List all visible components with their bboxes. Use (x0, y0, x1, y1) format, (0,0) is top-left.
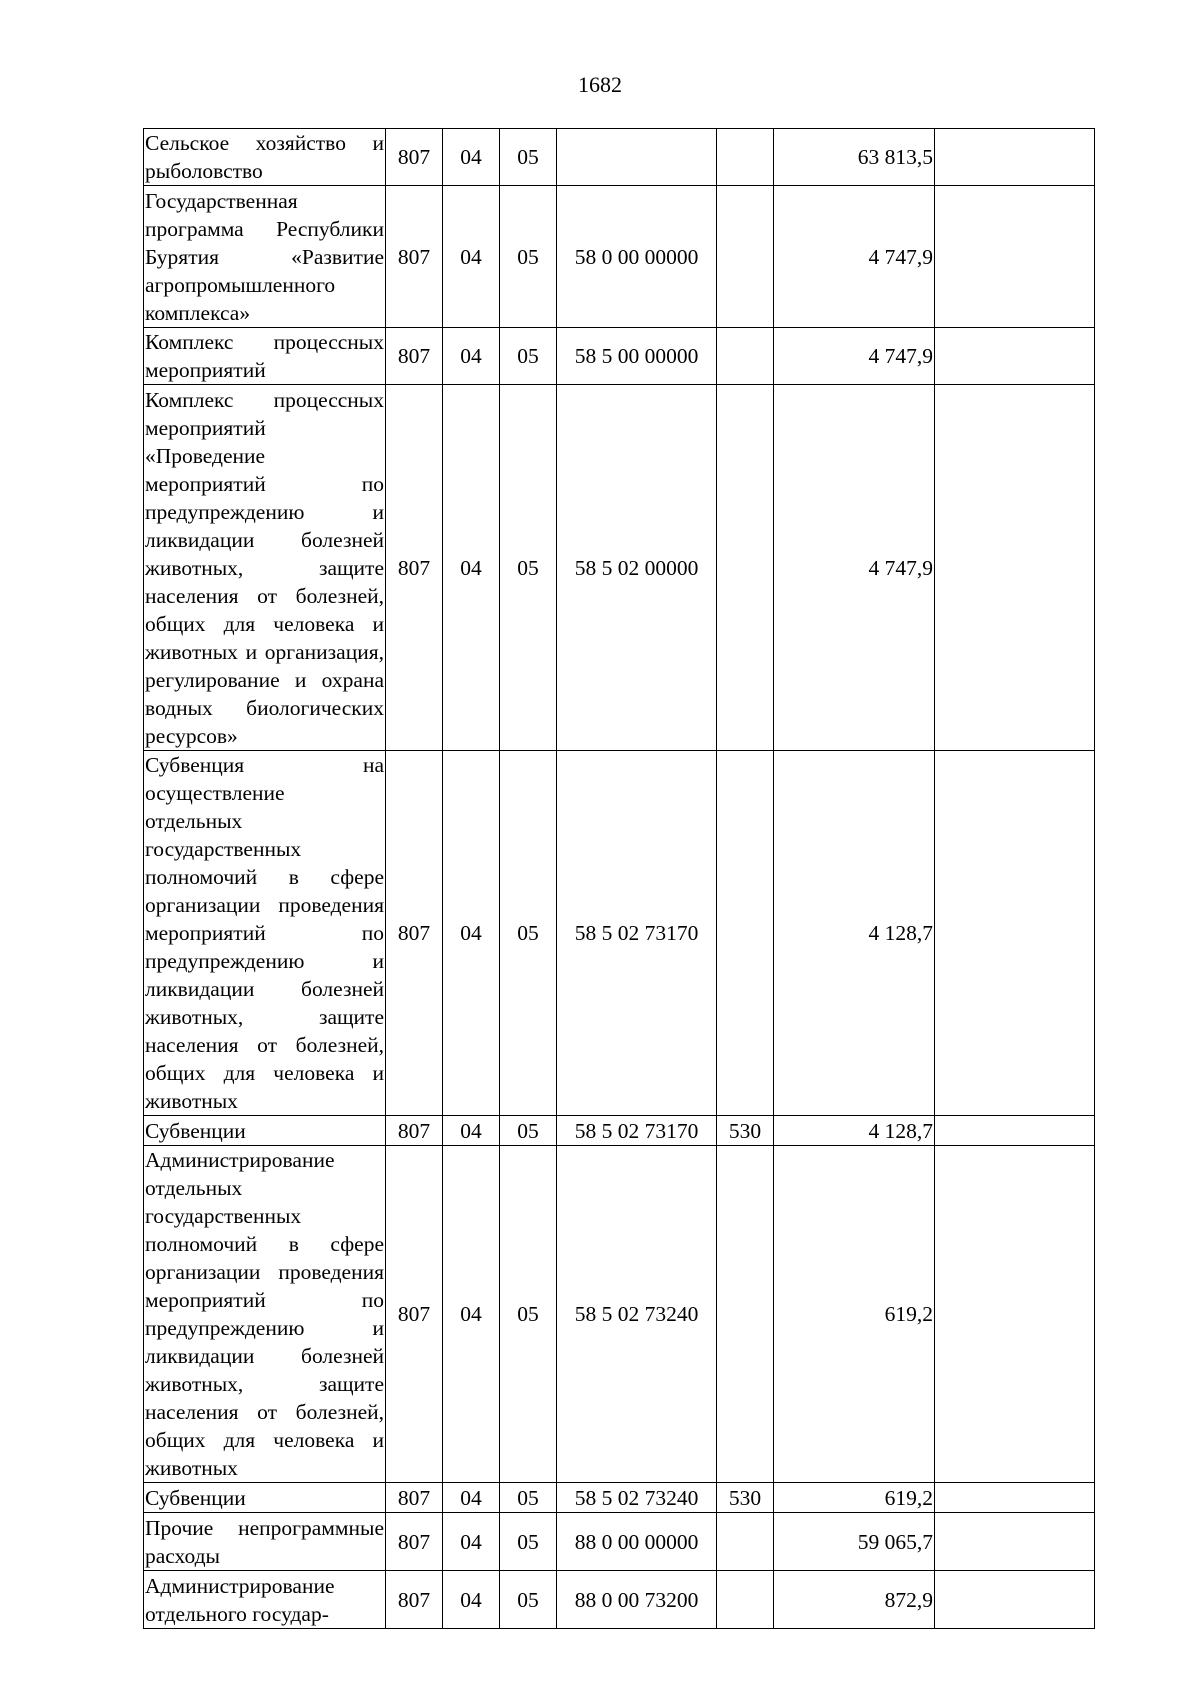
table-row (144, 1513, 1095, 1571)
empty-cell (935, 328, 1095, 385)
ministry-code: 807 (386, 186, 443, 328)
row-name: Субвенции (144, 1116, 386, 1146)
subsection-code: 05 (500, 1513, 557, 1571)
subsection-code: 05 (500, 328, 557, 385)
row-name: Прочие непрограммные расходы (144, 1513, 386, 1571)
section-code: 04 (443, 751, 500, 1116)
target-article-code: 88 0 00 00000 (557, 1513, 717, 1571)
table-row (144, 385, 1095, 751)
empty-cell (935, 129, 1095, 186)
ministry-code: 807 (386, 1483, 443, 1513)
expense-type-code (717, 385, 774, 751)
target-article-code: 58 0 00 00000 (557, 186, 717, 328)
expense-type-code (717, 751, 774, 1116)
empty-cell (935, 186, 1095, 328)
empty-cell (935, 1146, 1095, 1483)
ministry-code: 807 (386, 129, 443, 186)
ministry-code: 807 (386, 1116, 443, 1146)
section-code: 04 (443, 1116, 500, 1146)
table-row (144, 328, 1095, 385)
subsection-code: 05 (500, 1146, 557, 1483)
subsection-code: 05 (500, 1483, 557, 1513)
ministry-code: 807 (386, 1571, 443, 1629)
table-row (144, 129, 1095, 186)
row-name: Администрирование отдельного государ- (144, 1571, 386, 1629)
target-article-code: 58 5 02 73240 (557, 1483, 717, 1513)
expense-type-code: 530 (717, 1483, 774, 1513)
empty-cell (935, 1571, 1095, 1629)
row-name: Субвенция на осуществление отдельных государственных полномочий в сфере организации проведения мероприятий по предупреждению и ликвидации болезней животных, защите населения от болезней, общих для человека и животных (144, 751, 386, 1116)
ministry-code: 807 (386, 751, 443, 1116)
expense-type-code (717, 186, 774, 328)
expense-type-code (717, 129, 774, 186)
row-name: Субвенции (144, 1483, 386, 1513)
target-article-code: 58 5 00 00000 (557, 328, 717, 385)
expense-type-code (717, 1513, 774, 1571)
table-row (144, 751, 1095, 1116)
budget-table (143, 128, 1095, 1629)
amount: 63 813,5 (774, 129, 935, 186)
expense-type-code (717, 1571, 774, 1629)
amount: 4 128,7 (774, 1116, 935, 1146)
table-row (144, 186, 1095, 328)
amount: 4 747,9 (774, 385, 935, 751)
empty-cell (935, 751, 1095, 1116)
ministry-code: 807 (386, 1513, 443, 1571)
ministry-code: 807 (386, 1146, 443, 1483)
amount: 4 747,9 (774, 328, 935, 385)
row-name: Государственная программа Республики Бурятия «Развитие агропромышленного комплекса» (144, 186, 386, 328)
expense-type-code (717, 328, 774, 385)
table-row (144, 1483, 1095, 1513)
section-code: 04 (443, 385, 500, 751)
section-code: 04 (443, 328, 500, 385)
row-name: Администрирование отдельных государственных полномочий в сфере организации проведения мероприятий по предупреждению и ликвидации болезней животных, защите населения от болезней, общих для человека и животных (144, 1146, 386, 1483)
target-article-code (557, 129, 717, 186)
table-row (144, 1571, 1095, 1629)
target-article-code: 58 5 02 00000 (557, 385, 717, 751)
amount: 59 065,7 (774, 1513, 935, 1571)
table-row (144, 1116, 1095, 1146)
amount: 4 128,7 (774, 751, 935, 1116)
empty-cell (935, 385, 1095, 751)
expense-type-code (717, 1146, 774, 1483)
row-name: Комплекс процессных мероприятий «Проведение мероприятий по предупреждению и ликвидации болезней животных, защите населения от болезней, общих для человека и животных и организация, регулирование и охрана водных биологических ресурсов» (144, 385, 386, 751)
ministry-code: 807 (386, 328, 443, 385)
empty-cell (935, 1513, 1095, 1571)
expense-type-code: 530 (717, 1116, 774, 1146)
subsection-code: 05 (500, 751, 557, 1116)
section-code: 04 (443, 1146, 500, 1483)
target-article-code: 58 5 02 73170 (557, 1116, 717, 1146)
page-number: 1682 (578, 72, 622, 97)
section-code: 04 (443, 186, 500, 328)
target-article-code: 58 5 02 73240 (557, 1146, 717, 1483)
target-article-code: 88 0 00 73200 (557, 1571, 717, 1629)
amount: 872,9 (774, 1571, 935, 1629)
section-code: 04 (443, 1513, 500, 1571)
subsection-code: 05 (500, 1571, 557, 1629)
target-article-code: 58 5 02 73170 (557, 751, 717, 1116)
amount: 619,2 (774, 1146, 935, 1483)
section-code: 04 (443, 1571, 500, 1629)
subsection-code: 05 (500, 129, 557, 186)
amount: 619,2 (774, 1483, 935, 1513)
amount: 4 747,9 (774, 186, 935, 328)
empty-cell (935, 1116, 1095, 1146)
ministry-code: 807 (386, 385, 443, 751)
empty-cell (935, 1483, 1095, 1513)
subsection-code: 05 (500, 186, 557, 328)
subsection-code: 05 (500, 1116, 557, 1146)
row-name: Комплекс процессных мероприятий (144, 328, 386, 385)
subsection-code: 05 (500, 385, 557, 751)
table-row (144, 1146, 1095, 1483)
section-code: 04 (443, 1483, 500, 1513)
section-code: 04 (443, 129, 500, 186)
row-name: Сельское хозяйство и рыболовство (144, 129, 386, 186)
